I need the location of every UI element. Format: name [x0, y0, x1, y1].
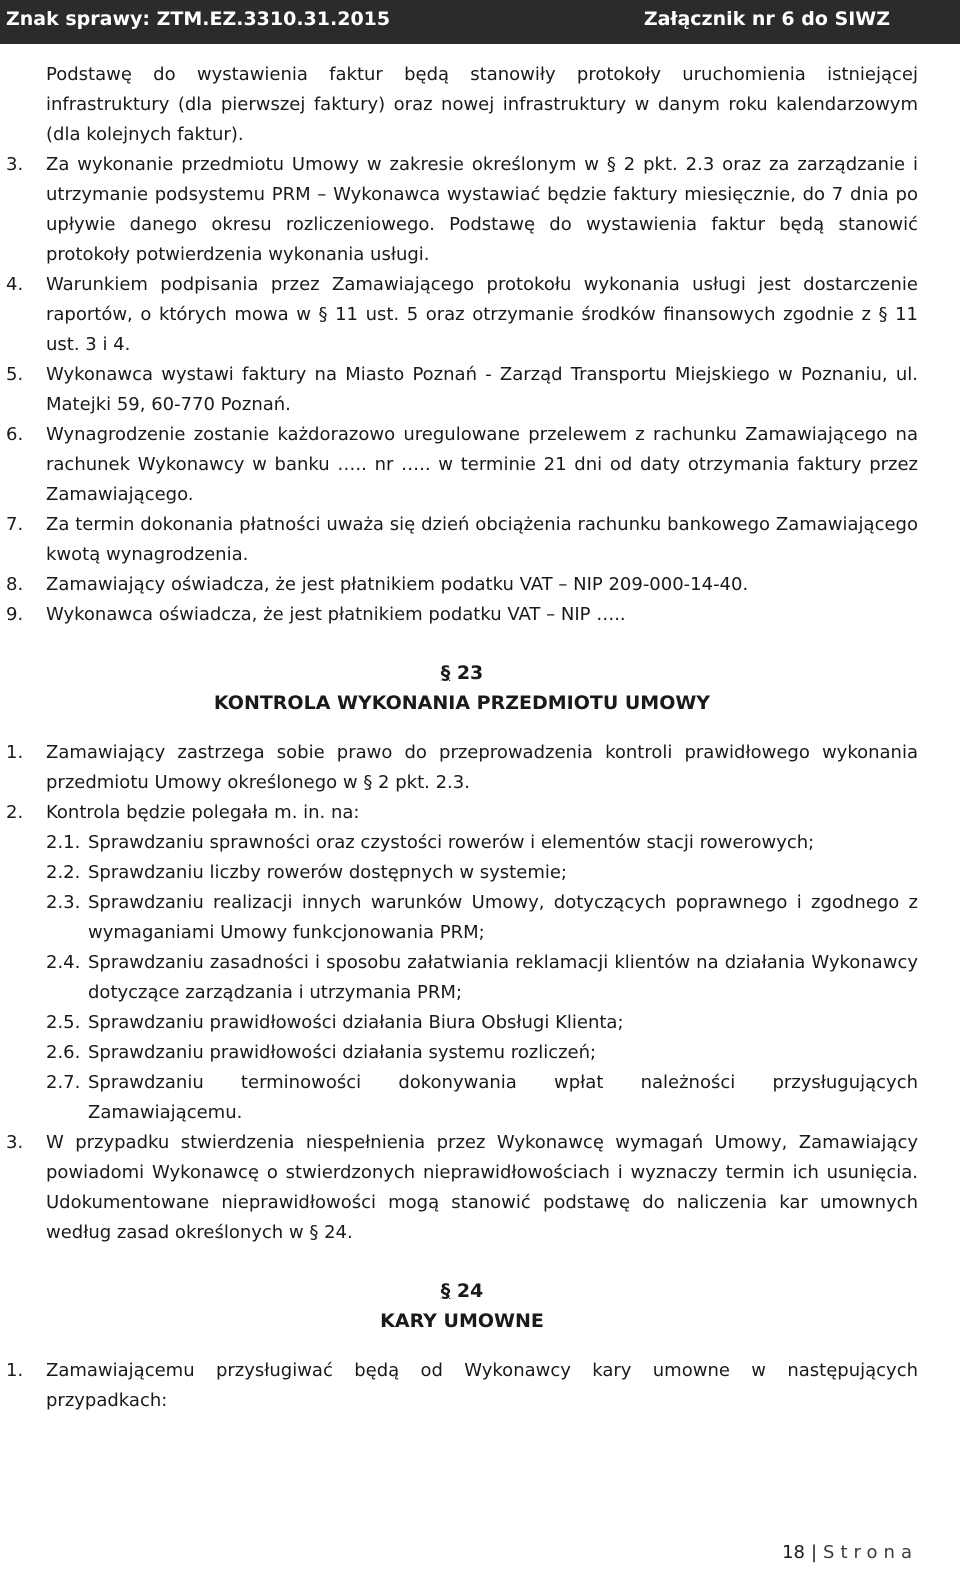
item-number: 3. — [6, 154, 24, 175]
list-item — [6, 600, 918, 630]
section-number: 23 — [456, 662, 484, 684]
document-body — [6, 60, 918, 1416]
sub-list-item — [6, 948, 918, 1008]
item-number: 6. — [6, 424, 24, 445]
sub-item-text: Sprawdzaniu realizacji innych warunków Umowy, dotyczących poprawnego i zgodnego z wymaganiami Umowy funkcjonowania PRM; — [88, 892, 918, 943]
list-item — [6, 570, 918, 600]
item-number: 8. — [6, 574, 24, 595]
list-item — [6, 510, 918, 570]
sub-item-number: 2.1. — [46, 832, 81, 853]
section-title: KARY UMOWNE — [380, 1310, 544, 1332]
item-number: 1. — [6, 1360, 24, 1381]
sub-item-number: 2.2. — [46, 862, 81, 883]
item-number: 4. — [6, 274, 24, 295]
sub-item-number: 2.5. — [46, 1012, 81, 1033]
list-item — [6, 360, 918, 420]
list-item — [6, 420, 918, 510]
item-number: 3. — [6, 1132, 24, 1153]
sub-item-text: Sprawdzaniu prawidłowości działania Biura Obsługi Klienta; — [88, 1012, 624, 1033]
item-number: 9. — [6, 604, 24, 625]
sub-item-text: Sprawdzaniu zasadności i sposobu załatwiania reklamacji klientów na działania Wykonawcy dotyczące zarządzania i utrzymania PRM; — [88, 952, 918, 1003]
item-number: 5. — [6, 364, 24, 385]
section-24-heading — [6, 1276, 918, 1336]
item-text: Zamawiającemu przysługiwać będą od Wykonawcy kary umowne w następujących przypadkach: — [46, 1360, 918, 1411]
list-item — [6, 738, 918, 798]
item-text: Wykonawca wystawi faktury na Miasto Poznań - Zarząd Transportu Miejskiego w Poznaniu, ul. Matejki 59, 60-770 Poznań. — [46, 364, 918, 415]
section-symbol: § — [440, 662, 451, 684]
item-text: Warunkiem podpisania przez Zamawiającego protokołu wykonania usługi jest dostarczenie raportów, o których mowa w § 11 ust. 5 oraz otrzymanie środków finansowych zgodnie z § 11 ust. 3 i 4. — [46, 274, 918, 355]
sub-item-text: Sprawdzaniu sprawności oraz czystości rowerów i elementów stacji rowerowych; — [88, 832, 815, 853]
item-text: Wynagrodzenie zostanie każdorazowo uregulowane przelewem z rachunku Zamawiającego na rachunek Wykonawcy w banku ….. nr ….. w terminie 21 dni od daty otrzymania faktury przez Zamawiającego. — [46, 424, 918, 505]
sub-item-number: 2.6. — [46, 1042, 81, 1063]
page-header — [0, 0, 960, 44]
sub-list-item — [6, 888, 918, 948]
list-item — [6, 798, 918, 828]
sub-list-item — [6, 1068, 918, 1128]
attachment-label: Załącznik nr 6 do SIWZ — [643, 8, 890, 30]
sub-list-item — [6, 1038, 918, 1068]
item-text: Za termin dokonania płatności uważa się dzień obciążenia rachunku bankowego Zamawiającego kwotą wynagrodzenia. — [46, 514, 918, 565]
section-title: KONTROLA WYKONANIA PRZEDMIOTU UMOWY — [213, 692, 711, 714]
sub-item-text: Sprawdzaniu prawidłowości działania systemu rozliczeń; — [88, 1042, 597, 1063]
sub-item-number: 2.3. — [46, 892, 81, 913]
section-23-heading — [6, 658, 918, 718]
item-number: 7. — [6, 514, 24, 535]
item-number: 1. — [6, 742, 24, 763]
item-number: 2. — [6, 802, 24, 823]
list-item — [6, 1356, 918, 1416]
sub-list-item — [6, 858, 918, 888]
sub-item-number: 2.7. — [46, 1072, 81, 1093]
item-text: Za wykonanie przedmiotu Umowy w zakresie określonym w § 2 pkt. 2.3 oraz za zarządzanie i utrzymanie podsystemu PRM – Wykonawca wystawiać będzie faktury miesięcznie, do 7 dnia po upływie danego okresu rozliczeniowego. Podstawę do wystawienia faktur będą stanowić protokoły potwierdzenia wykonania usługi. — [46, 154, 918, 265]
sub-list-item — [6, 828, 918, 858]
list-item — [6, 150, 918, 270]
item-text: Zamawiający oświadcza, że jest płatnikiem podatku VAT – NIP 209-000-14-40. — [46, 574, 749, 595]
item-text: Zamawiający zastrzega sobie prawo do przeprowadzenia kontroli prawidłowego wykonania przedmiotu Umowy określonego w § 2 pkt. 2.3. — [46, 742, 918, 793]
intro-paragraph: Podstawę do wystawienia faktur będą stanowiły protokoły uruchomienia istniejącej infrastruktury (dla pierwszej faktury) oraz nowej infrastruktury w danym roku kalendarzowym (dla kolejnych faktur). — [46, 64, 918, 145]
sub-item-text: Sprawdzaniu liczby rowerów dostępnych w systemie; — [88, 862, 567, 883]
footer-separator: | — [810, 1542, 818, 1563]
page-number: 18 — [782, 1542, 805, 1563]
list-item — [6, 1128, 918, 1248]
sub-item-number: 2.4. — [46, 952, 81, 973]
case-number: Znak sprawy: ZTM.EZ.3310.31.2015 — [6, 8, 391, 30]
item-text: Kontrola będzie polegała m. in. na: — [46, 802, 360, 823]
list-item — [6, 270, 918, 360]
section-symbol: § — [440, 1280, 451, 1302]
item-text: W przypadku stwierdzenia niespełnienia przez Wykonawcę wymagań Umowy, Zamawiający powiadomi Wykonawcę o stwierdzonych nieprawidłowościach i wyznaczy termin ich usunięcia. Udokumentowane nieprawidłowości mogą stanowić podstawę do naliczenia kar umownych według zasad określonych w § 24. — [46, 1132, 918, 1243]
page-footer — [782, 1542, 918, 1563]
page-word: Strona — [823, 1542, 918, 1563]
sub-item-text: Sprawdzaniu terminowości dokonywania wpłat należności przysługujących Zamawiającemu. — [88, 1072, 918, 1123]
sub-list-item — [6, 1008, 918, 1038]
section-number: 24 — [456, 1280, 484, 1302]
item-text: Wykonawca oświadcza, że jest płatnikiem podatku VAT – NIP ….. — [46, 604, 626, 625]
